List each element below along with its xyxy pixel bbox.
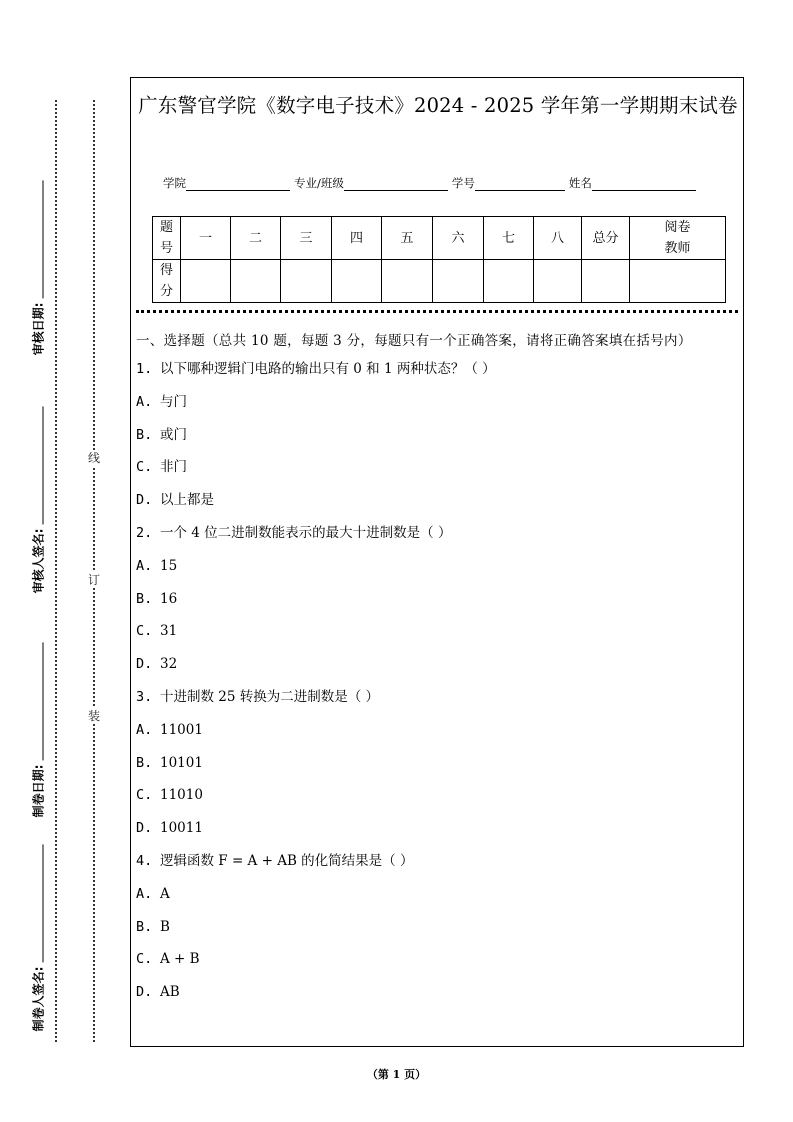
item-number: D. <box>136 656 153 673</box>
score-cell-total[interactable] <box>582 260 630 303</box>
answer-option <box>136 489 737 522</box>
item-number: D. <box>136 820 153 837</box>
item-number: A. <box>136 885 153 902</box>
exam-paper-frame <box>130 77 744 1047</box>
col-head: 七 <box>484 217 534 260</box>
col-head: 一 <box>181 217 231 260</box>
item-text: 10101 <box>160 754 203 771</box>
answer-option <box>136 948 737 981</box>
college-label: 学院 <box>163 176 186 190</box>
compile-date-line[interactable] <box>33 643 44 761</box>
student-info-row <box>163 175 700 191</box>
question-stem <box>136 850 737 883</box>
row-head-question-no: 题号 <box>153 217 181 260</box>
compiler-signature-line[interactable] <box>33 845 44 963</box>
answer-option <box>136 784 737 817</box>
binding-dotted-line-inner <box>93 100 95 1042</box>
question-list <box>136 358 737 1014</box>
col-head: 五 <box>382 217 433 260</box>
compile-date-label: 制卷日期: <box>31 764 46 818</box>
score-table <box>152 216 726 303</box>
score-cell[interactable] <box>181 260 231 303</box>
binding-char-zhuang: 装 <box>87 709 100 723</box>
answer-option <box>136 817 737 850</box>
score-cell[interactable] <box>281 260 332 303</box>
item-text: AB <box>160 984 180 1001</box>
section-heading: 一、选择题（总共 10 题，每题 3 分，每题只有一个正确答案，请将正确答案填在括号内） <box>136 333 692 349</box>
score-table-score-row <box>153 260 726 303</box>
col-head-total: 总分 <box>582 217 630 260</box>
answer-option <box>136 981 737 1014</box>
question-section-1 <box>136 330 737 1014</box>
item-text: 与门 <box>160 393 187 410</box>
score-cell[interactable] <box>534 260 582 303</box>
item-text: 以下哪种逻辑门电路的输出只有 0 和 1 两种状态？（ ） <box>160 361 496 377</box>
question-stem <box>136 686 737 719</box>
item-number: C. <box>136 787 153 804</box>
review-date-label: 审核日期: <box>31 302 46 356</box>
answer-option <box>136 588 737 621</box>
item-number: C. <box>136 951 153 968</box>
item-text: 以上都是 <box>160 492 214 509</box>
item-text: A <box>160 885 170 902</box>
answer-option <box>136 456 737 489</box>
item-number: B. <box>136 590 153 607</box>
item-text: 11010 <box>160 787 203 804</box>
item-text: 11001 <box>160 721 203 738</box>
binding-char-xian: 线 <box>87 451 100 465</box>
col-head: 四 <box>332 217 382 260</box>
item-number: D. <box>136 492 153 509</box>
reviewer-signature-label: 审核人签名: <box>31 528 46 594</box>
score-cell[interactable] <box>332 260 382 303</box>
item-text: 16 <box>160 590 178 607</box>
answer-option <box>136 555 737 588</box>
item-number: A. <box>136 393 153 410</box>
item-number: B. <box>136 754 153 771</box>
item-text: 逻辑函数 F = A + AB 的化简结果是（ ） <box>160 852 414 869</box>
answer-option <box>136 916 737 949</box>
question-stem <box>136 522 737 555</box>
item-number: A. <box>136 557 153 574</box>
item-number: B. <box>136 426 153 443</box>
score-table-header-row <box>153 217 726 260</box>
answer-option <box>136 752 737 785</box>
col-head: 二 <box>231 217 281 260</box>
item-text: 或门 <box>160 426 187 443</box>
item-number: C. <box>136 623 153 640</box>
item-number: 3. <box>136 688 153 705</box>
answer-option <box>136 883 737 916</box>
score-cell[interactable] <box>382 260 433 303</box>
item-number: C. <box>136 459 153 476</box>
col-head: 八 <box>534 217 582 260</box>
item-number: D. <box>136 984 153 1001</box>
item-text: 十进制数 25 转换为二进制数是（ ） <box>160 688 380 705</box>
student-id-label: 学号 <box>451 176 475 190</box>
item-number: B. <box>136 918 153 935</box>
major-class-blank[interactable] <box>344 178 448 191</box>
answer-option <box>136 424 737 457</box>
item-number: 4. <box>136 852 153 869</box>
score-cell[interactable] <box>433 260 484 303</box>
col-head: 六 <box>433 217 484 260</box>
score-cell[interactable] <box>484 260 534 303</box>
answer-option <box>136 719 737 752</box>
col-head: 三 <box>281 217 332 260</box>
item-text: B <box>160 918 170 935</box>
dotted-separator <box>136 310 738 313</box>
exam-title: 广东警官学院《数字电子技术》2024 - 2025 学年第一学期期末试卷 <box>138 94 738 117</box>
page-footer: （第 1 页） <box>366 1068 427 1081</box>
student-id-blank[interactable] <box>475 178 565 191</box>
item-text: A + B <box>160 951 200 968</box>
compiler-signature-label: 制卷人签名: <box>31 966 46 1032</box>
item-text: 15 <box>160 557 178 574</box>
binding-dotted-line-outer <box>55 100 57 1042</box>
item-text: 非门 <box>160 459 187 476</box>
item-number: 2. <box>136 524 153 541</box>
answer-option <box>136 653 737 686</box>
name-label: 姓名 <box>568 176 592 190</box>
score-cell-grader[interactable] <box>630 260 726 303</box>
review-date-line[interactable] <box>33 181 44 299</box>
reviewer-signature-line[interactable] <box>33 407 44 525</box>
item-text: 32 <box>160 656 178 673</box>
score-cell[interactable] <box>231 260 281 303</box>
college-blank[interactable] <box>186 178 290 191</box>
item-text: 31 <box>160 623 178 640</box>
question-stem <box>136 358 737 391</box>
binding-char-ding: 订 <box>87 573 100 587</box>
row-head-score: 得分 <box>153 260 181 303</box>
col-head-grader: 阅卷教师 <box>630 217 726 260</box>
answer-option <box>136 620 737 653</box>
major-class-label: 专业/班级 <box>294 176 344 190</box>
item-number: A. <box>136 721 153 738</box>
item-text: 10011 <box>160 820 203 837</box>
item-number: 1. <box>136 361 153 377</box>
item-text: 一个 4 位二进制数能表示的最大十进制数是（ ） <box>160 524 452 541</box>
name-blank[interactable] <box>592 178 696 191</box>
answer-option <box>136 391 737 424</box>
